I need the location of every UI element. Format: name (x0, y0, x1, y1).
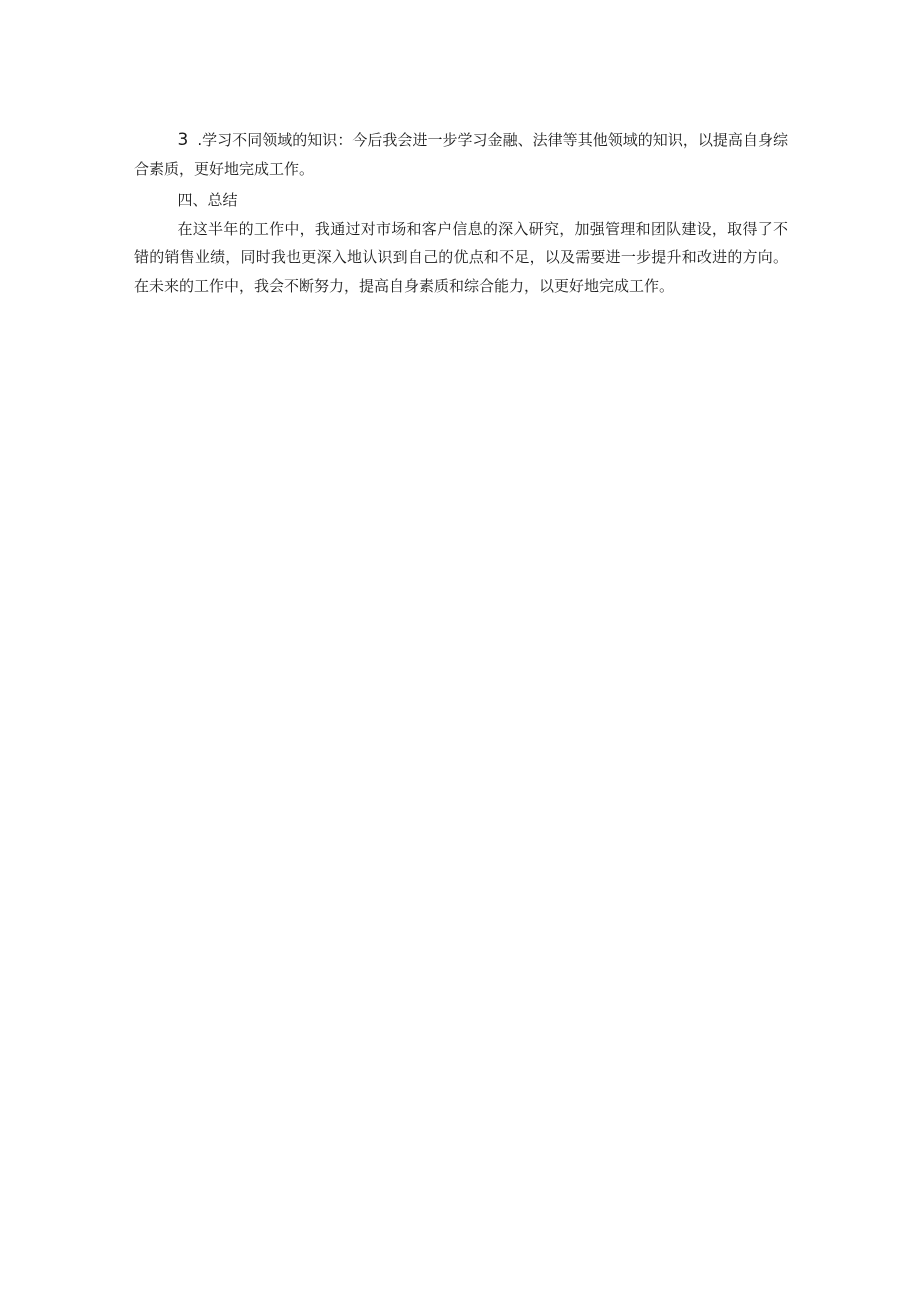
list-item-number: 3 (177, 130, 189, 150)
summary-paragraph: 在这半年的工作中，我通过对市场和客户信息的深入研究，加强管理和团队建设，取得了不错的销售业绩，同时我也更深入地认识到自己的优点和不足，以及需要进一步提升和改进的方向。在未来的工作中，我会不断努力，提高自身素质和综合能力，以更好地完成工作。 (134, 219, 788, 295)
list-item-3 (134, 126, 788, 183)
document-body (134, 126, 788, 300)
list-item-text: .学习不同领域的知识：今后我会进一步学习金融、法律等其他领域的知识，以提高自身综合素质，更好地完成工作。 (134, 131, 788, 178)
section-heading: 四、总结 (177, 191, 238, 209)
